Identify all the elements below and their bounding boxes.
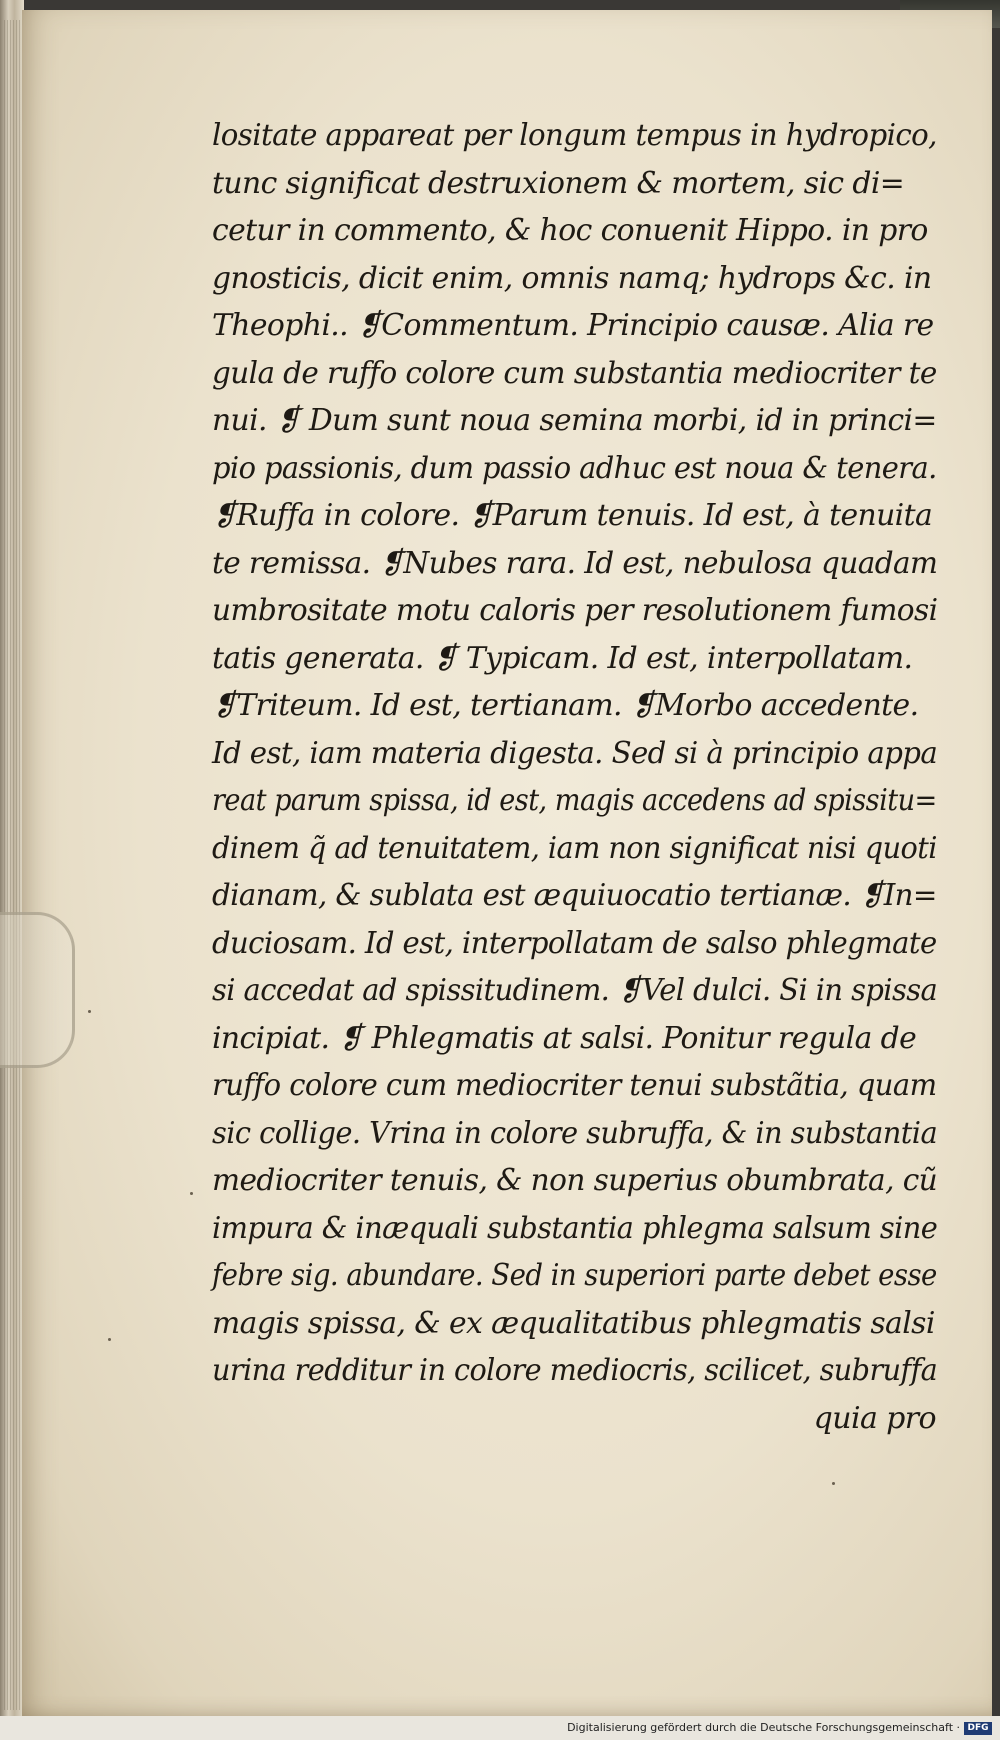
text-line: ❡Triteum. Id est, tertianam. ❡Morbo accedente. <box>212 688 919 723</box>
ink-speck <box>108 1338 111 1341</box>
text-line: mediocriter tenuis, & non superius obumbrata, cũ <box>212 1163 938 1198</box>
text-line: Theophi.. ❡Commentum. Principio causæ. Alia re <box>212 308 934 343</box>
text-line: te remissa. ❡Nubes rara. Id est, nebulosa quadam <box>212 545 938 581</box>
catchword: quia pro <box>813 1400 936 1436</box>
text-line: ruffo colore cum mediocriter tenui substãtia, quam <box>212 1068 937 1103</box>
ink-speck <box>190 1192 193 1195</box>
text-line: urina redditur in colore mediocris, scilicet, subruffa <box>212 1353 938 1388</box>
text-line: si accedat ad spissitudinem. ❡Vel dulci. Si in spissa <box>212 973 938 1008</box>
text-line: dianam, & sublata est æquiuocatio tertianæ. ❡In= <box>212 878 937 913</box>
text-line: gula de ruffo colore cum substantia mediocriter te <box>212 355 937 391</box>
text-line: impura & inæquali substantia phlegma salsum sine <box>212 1210 938 1246</box>
digitization-credit: Digitalisierung gefördert durch die Deutsche Forschungsgemeinschaft · <box>567 1721 960 1734</box>
text-line: Id est, iam materia digesta. Sed si à principio appa <box>212 735 938 771</box>
text-line: pio passionis, dum passio adhuc est noua & tenera. <box>212 450 937 486</box>
text-line: ❡Ruffa in colore. ❡Parum tenuis. Id est, à tenuita <box>212 498 933 533</box>
text-line: magis spissa, & ex æqualitatibus phlegmatis salsi <box>212 1305 935 1341</box>
text-line: tunc significat destruxionem & mortem, sic di= <box>212 165 905 201</box>
text-line: lositate appareat per longum tempus in hydropico, <box>212 118 937 153</box>
text-line: incipiat. ❡ Phlegmatis at salsi. Ponitur regula de <box>212 1020 917 1056</box>
text-line: tatis generata. ❡ Typicam. Id est, interpollatam. <box>212 640 913 676</box>
text-line: duciosam. Id est, interpollatam de salso phlegmate <box>212 925 937 961</box>
text-line: febre sig. abundare. Sed in superiori parte debet esse <box>212 1258 937 1293</box>
text-line: umbrositate motu caloris per resolutionem fumosi <box>212 593 938 628</box>
dfg-logo: DFG <box>964 1722 992 1735</box>
ink-speck <box>832 1482 835 1485</box>
text-line: reat parum spissa, id est, magis accedens ad spissitu= <box>212 783 937 818</box>
page-text <box>212 112 942 1442</box>
page-stack-edge <box>0 0 24 1720</box>
page-clip <box>0 912 75 1068</box>
ink-speck <box>88 1010 91 1013</box>
text-line: nui. ❡ Dum sunt noua semina morbi, id in princi= <box>212 403 937 438</box>
text-line: cetur in commento, & hoc conuenit Hippo. in pro <box>212 213 928 248</box>
text-line: dinem q̃ ad tenuitatem, iam non significat nisi quoti <box>212 830 937 866</box>
text-line: gnosticis, dicit enim, omnis namq; hydrops &c. in <box>212 260 932 296</box>
text-line: sic collige. Vrina in colore subruffa, & in substantia <box>212 1115 938 1151</box>
